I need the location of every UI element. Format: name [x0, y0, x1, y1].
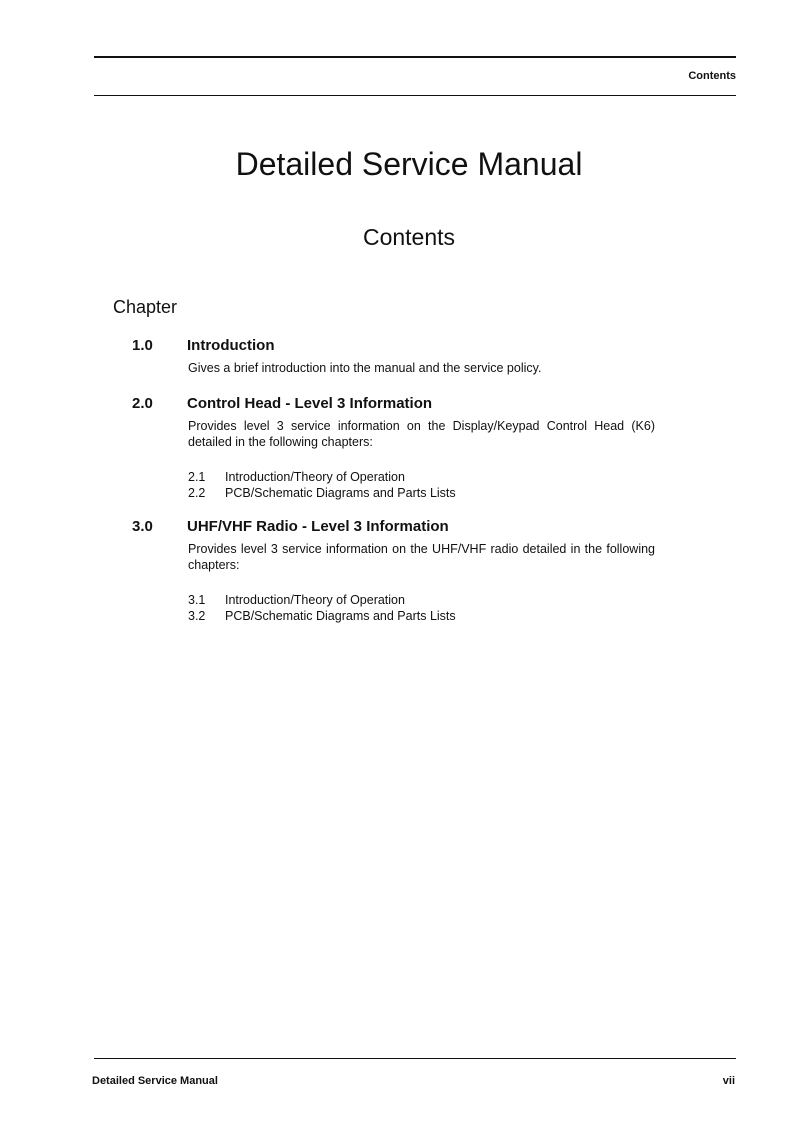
- subsection-item[interactable]: [188, 608, 648, 624]
- header-rule-bottom: [94, 95, 736, 96]
- page-number: vii: [722, 1075, 735, 1087]
- contents-subtitle: Contents: [362, 224, 456, 250]
- chapter-number: 3.0: [132, 518, 153, 535]
- subsection-list: [188, 592, 648, 624]
- chapter-title-link[interactable]: Control Head - Level 3 Information: [187, 395, 433, 412]
- subsection-number: 2.1: [188, 470, 206, 484]
- subsection-title: Introduction/Theory of Operation: [225, 470, 405, 484]
- subsection-number: 2.2: [188, 486, 206, 500]
- subsection-title: Introduction/Theory of Operation: [225, 593, 405, 607]
- chapter-description: Provides level 3 service information on the UHF/VHF radio detailed in the following chapters:: [188, 542, 655, 572]
- document-title: Detailed Service Manual: [235, 146, 583, 182]
- running-header: Contents: [688, 70, 736, 82]
- chapter-description: Gives a brief introduction into the manual and the service policy.: [188, 361, 542, 375]
- subsection-list: [188, 469, 648, 501]
- subsection-number: 3.2: [188, 609, 206, 623]
- subsection-number: 3.1: [188, 593, 206, 607]
- subsection-item[interactable]: [188, 485, 648, 501]
- header-rule-top: [94, 56, 736, 58]
- subsection-title: PCB/Schematic Diagrams and Parts Lists: [225, 486, 456, 500]
- chapter-number: 2.0: [132, 395, 153, 412]
- chapter-number: 1.0: [132, 337, 153, 354]
- chapter-title-link[interactable]: UHF/VHF Radio - Level 3 Information: [187, 518, 449, 535]
- chapter-column-heading: Chapter: [113, 297, 178, 317]
- subsection-title: PCB/Schematic Diagrams and Parts Lists: [225, 609, 456, 623]
- footer-rule: [94, 1058, 736, 1059]
- subsection-item[interactable]: [188, 592, 648, 608]
- chapter-description: Provides level 3 service information on the Display/Keypad Control Head (K6) detailed in the following chapters:: [188, 419, 655, 449]
- footer-document-name: Detailed Service Manual: [92, 1075, 218, 1087]
- chapter-title-link[interactable]: Introduction: [187, 337, 275, 354]
- subsection-item[interactable]: [188, 469, 648, 485]
